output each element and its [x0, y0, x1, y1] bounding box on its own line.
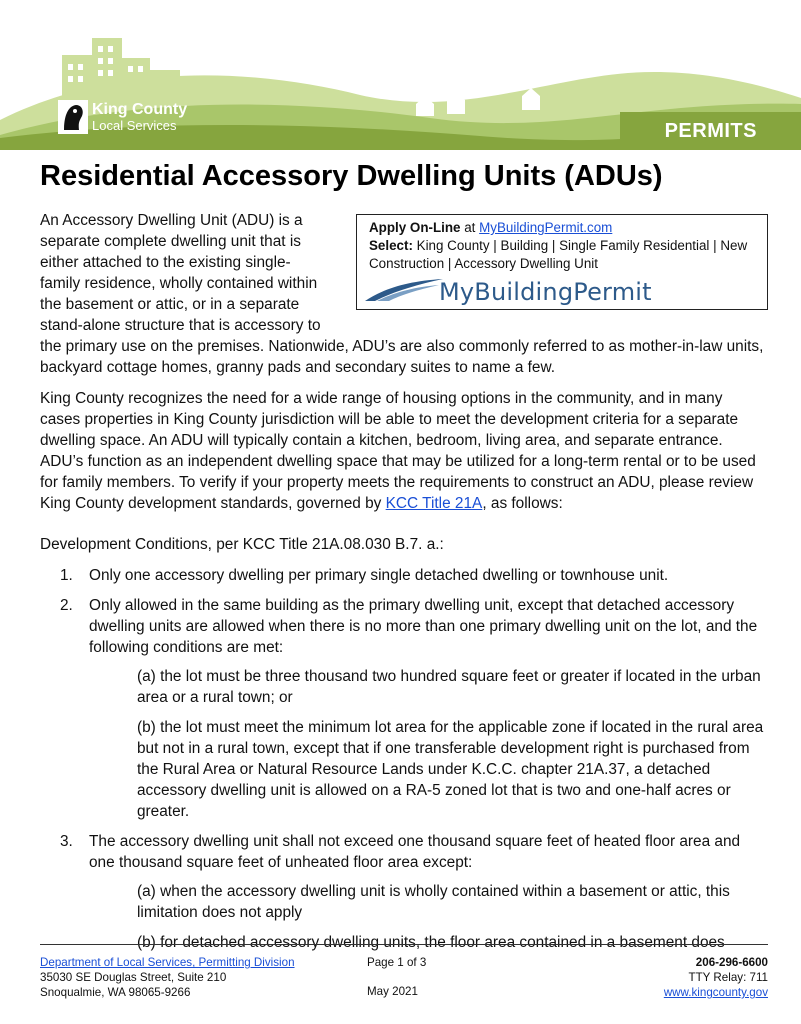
logo-subtitle: Local Services — [92, 118, 177, 133]
apply-line — [369, 219, 757, 237]
condition-number: 3. — [60, 833, 73, 850]
footer-divider — [40, 944, 768, 945]
condition-item — [60, 595, 768, 822]
housing-paragraph-tail: , as follows: — [482, 495, 563, 512]
housing-paragraph — [40, 388, 766, 514]
king-county-logo — [58, 100, 187, 134]
select-label: Select: — [369, 238, 413, 253]
housing-paragraph-text: King County recognizes the need for a wide range of housing options in the community, and in many cases properties in King County jurisdiction will be able to meet the development criteria for a separate dwelling space. An ADU will typically contain a kitchen, bedroom, living area, and separate entrance. ADU’s function as an independent dwelling space that may be utilized for a long-term rental or to be used for family members. To verify if your property meets the requirements to construct an ADU, please review King County development standards, governed by — [40, 390, 756, 512]
development-conditions-heading: Development Conditions, per KCC Title 21A.08.030 B.7. a.: — [40, 536, 444, 553]
condition-number: 2. — [60, 597, 73, 614]
mybuildingpermit-logo — [363, 275, 757, 306]
address-line-2: Snoqualmie, WA 98065-9266 — [40, 986, 191, 999]
sub-condition: (a) when the accessory dwelling unit is wholly contained within a basement or attic, this limitation does not apply — [137, 883, 730, 921]
condition-text: Only allowed in the same building as the primary dwelling unit, except that detached accessory dwelling units are allowed when there is no more than one primary dwelling unit on the lot, and the following conditions are met: — [89, 597, 758, 656]
section-label: PERMITS — [664, 120, 757, 142]
condition-item — [60, 831, 768, 953]
address-line-1: 35030 SE Douglas Street, Suite 210 — [40, 971, 227, 984]
condition-text: Only one accessory dwelling per primary single detached dwelling or townhouse unit. — [89, 567, 669, 584]
footer-left — [40, 955, 340, 1000]
condition-item — [60, 565, 768, 586]
sub-condition: (a) the lot must be three thousand two hundred square feet or greater if located in the urban area or a rural town; or — [137, 668, 761, 706]
footer-center — [367, 955, 487, 999]
conditions-list — [60, 565, 768, 962]
page-number: Page 1 of 3 — [367, 956, 427, 969]
header-banner — [0, 0, 801, 150]
apply-label: Apply On-Line — [369, 220, 461, 235]
condition-text: The accessory dwelling unit shall not exceed one thousand square feet of heated floor area and one thousand square feet of unheated floor area except: — [89, 833, 741, 871]
tty-relay: TTY Relay: 711 — [688, 971, 768, 984]
mybuildingpermit-link[interactable]: MyBuildingPermit.com — [479, 220, 613, 235]
intro-section — [40, 210, 768, 378]
swoosh-icon — [363, 275, 445, 303]
condition-number: 1. — [60, 567, 73, 584]
phone-number: 206-296-6600 — [695, 956, 768, 969]
intro-paragraph: An Accessory Dwelling Unit (ADU) is a separate complete dwelling unit that is either attached to the existing single-family residence, wholly contained within the basement or attic, or in a separate stand-alone structure that is accessory to the primary use on the premises. Nationwide, ADU’s are also commonly referred to as mother-in-law units, backyard cottage homes, granny pads and secondary suites to name a few. — [40, 212, 764, 376]
sub-conditions — [137, 666, 768, 822]
king-county-emblem-icon — [58, 100, 88, 134]
publish-date: May 2021 — [367, 985, 418, 998]
kcc-title-21a-link[interactable]: KCC Title 21A — [385, 495, 483, 512]
website-link[interactable]: www.kingcounty.gov — [663, 986, 768, 999]
department-link[interactable]: Department of Local Services, Permitting Division — [40, 956, 295, 969]
apply-at: at — [460, 220, 480, 235]
select-path: King County | Building | Single Family Residential | New Construction | Accessory Dwelling Unit — [369, 238, 748, 271]
logo-name: King County — [92, 101, 188, 118]
select-line — [369, 237, 757, 273]
sub-condition: (b) the lot must meet the minimum lot area for the applicable zone if located in the rural area but not in a rural town, except that if one transferable development right is purchased from the Rural Area or Natural Resource Lands under K.C.C. chapter 21A.37, a detached accessory dwelling unit is allowed on a RA-5 zoned lot that is two and one-half acres or greater. — [137, 719, 764, 820]
mybuildingpermit-logo-text: MyBuildingPermit — [439, 278, 652, 306]
apply-online-box — [356, 214, 768, 310]
sub-condition: (b) for detached accessory dwelling units, the floor area contained in a basement does — [137, 934, 725, 951]
footer-right — [568, 955, 768, 1000]
sub-conditions — [137, 881, 768, 953]
page-title: Residential Accessory Dwelling Units (ADUs) — [40, 160, 663, 192]
